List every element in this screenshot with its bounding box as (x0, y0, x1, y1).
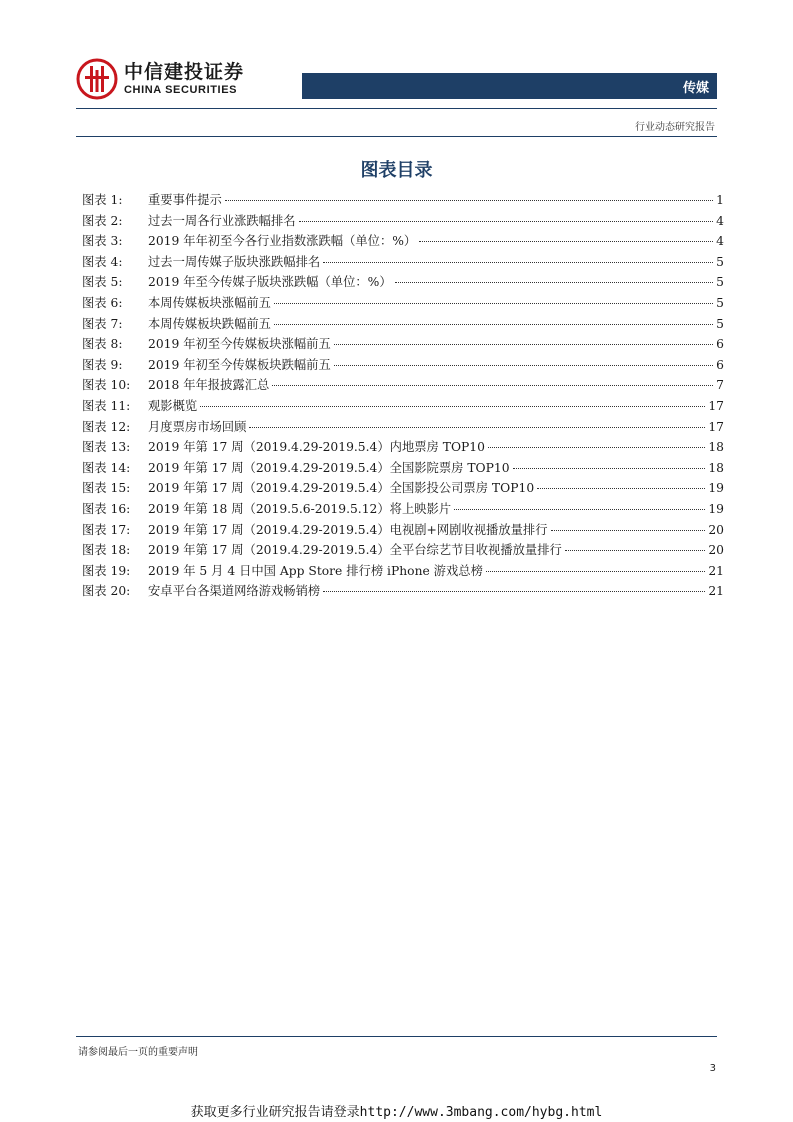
toc-entry-title: 2019 年第 17 周（2019.4.29-2019.5.4）内地票房 TOP10 (148, 440, 485, 455)
toc-entry-label: 图表 16: (82, 501, 131, 516)
logo-english-name: CHINA SECURITIES (124, 84, 238, 96)
toc-entry[interactable] (82, 520, 724, 541)
toc-entry-page: 6 (716, 357, 724, 372)
toc-dot-leader (323, 591, 705, 592)
toc-entry-page: 4 (716, 213, 724, 228)
toc-entry-title: 2019 年初至今传媒板块跌幅前五 (148, 357, 331, 372)
toc-entry[interactable] (82, 375, 724, 396)
toc-entry-page: 5 (716, 254, 724, 269)
toc-entry[interactable] (82, 190, 724, 211)
toc-entry-label: 图表 7: (82, 316, 123, 331)
toc-entry-page: 1 (716, 193, 724, 207)
toc-dot-leader (551, 530, 706, 531)
toc-entry-title: 2019 年第 17 周（2019.4.29-2019.5.4）全平台综艺节目收视播放量排行 (148, 543, 562, 558)
toc-dot-leader (486, 571, 705, 572)
toc-entry[interactable] (82, 231, 724, 252)
toc-entry-title: 2019 年第 18 周（2019.5.6-2019.5.12）将上映影片 (148, 501, 452, 516)
toc-entry-title: 2019 年至今传媒子版块涨跌幅（单位：%） (148, 275, 392, 290)
toc-entry[interactable] (82, 293, 724, 314)
toc-entry-label: 图表 6: (82, 295, 123, 310)
disclaimer-note: 请参阅最后一页的重要声明 (78, 1047, 198, 1058)
toc-entry-label: 图表 3: (82, 234, 123, 249)
toc-entry-page: 20 (708, 522, 724, 537)
toc-entry-title: 2019 年初至今传媒板块涨幅前五 (148, 337, 331, 352)
toc-dot-leader (454, 509, 705, 510)
toc-entry-label: 图表 18: (82, 543, 131, 558)
toc-entry-page: 6 (716, 337, 724, 352)
page-number: 3 (709, 1063, 716, 1074)
toc-entry[interactable] (82, 499, 724, 520)
toc-entry-page: 21 (708, 584, 724, 599)
toc-entry-label: 图表 19: (82, 563, 131, 578)
toc-entry-title: 2019 年第 17 周（2019.4.29-2019.5.4）全国影投公司票房 TOP10 (148, 481, 535, 496)
report-type: 行业动态研究报告 (635, 122, 715, 133)
toc-entry[interactable] (82, 478, 724, 499)
china-securities-logo-icon (76, 58, 118, 100)
report-type-divider (76, 136, 717, 137)
toc-entry[interactable] (82, 355, 724, 376)
toc-dot-leader (225, 200, 713, 201)
toc-entry-title: 2019 年 5 月 4 日中国 App Store 排行榜 iPhone 游戏总榜 (148, 563, 483, 578)
toc-entry-label: 图表 14: (82, 460, 131, 475)
toc-dot-leader (249, 427, 705, 428)
page-header (76, 56, 717, 104)
toc-entry[interactable] (82, 272, 724, 293)
footer-divider (76, 1036, 717, 1037)
toc-dot-leader (565, 550, 706, 551)
toc-dot-leader (513, 468, 706, 469)
toc-entry-label: 图表 1: (82, 193, 123, 207)
toc-entry-label: 图表 13: (82, 440, 131, 455)
toc-entry[interactable] (82, 417, 724, 438)
toc-entry-title: 过去一周传媒子版块涨跌幅排名 (148, 254, 321, 269)
toc-entry-label: 图表 15: (82, 481, 131, 496)
toc-entry-page: 19 (708, 501, 724, 516)
toc-entry-title: 2018 年年报披露汇总 (148, 378, 270, 393)
toc-entry-title: 本周传媒板块涨幅前五 (148, 295, 271, 310)
toc-dot-leader (200, 406, 705, 407)
toc-entry-page: 5 (716, 316, 724, 331)
toc-entry-page: 18 (708, 460, 724, 475)
toc-entry-title: 观影概览 (148, 398, 198, 413)
toc-dot-leader (299, 221, 714, 222)
toc-entry[interactable] (82, 581, 724, 602)
toc-entry[interactable] (82, 437, 724, 458)
toc-entry-page: 21 (708, 563, 724, 578)
toc-dot-leader (488, 447, 705, 448)
sector-label: 传媒 (682, 80, 709, 96)
toc-entry-label: 图表 2: (82, 213, 123, 228)
source-link[interactable]: 获取更多行业研究报告请登录http://www.3mbang.com/hybg.html (190, 1105, 603, 1120)
toc-dot-leader (274, 324, 713, 325)
sector-banner (302, 73, 717, 99)
toc-entry-title: 2019 年第 17 周（2019.4.29-2019.5.4）全国影院票房 TOP10 (148, 460, 510, 475)
toc-entry-page: 5 (716, 275, 724, 290)
toc-entry-label: 图表 17: (82, 522, 131, 537)
toc-entry-label: 图表 10: (82, 378, 131, 393)
toc-entry-page: 19 (708, 481, 724, 496)
company-logo (76, 58, 244, 100)
toc-dot-leader (323, 262, 713, 263)
toc-dot-leader (419, 241, 713, 242)
toc-entry-title: 2019 年年初至今各行业指数涨跌幅（单位：%） (148, 234, 417, 249)
toc-title: 图表目录 (360, 160, 433, 181)
toc-entry-label: 图表 5: (82, 275, 123, 290)
toc-entry[interactable] (82, 396, 724, 417)
toc-entry-label: 图表 4: (82, 254, 123, 269)
toc-entry-page: 7 (716, 378, 724, 393)
toc-entry[interactable] (82, 211, 724, 232)
toc-entry-page: 18 (708, 440, 724, 455)
toc-entry-title: 本周传媒板块跌幅前五 (148, 316, 271, 331)
toc-entry-page: 4 (716, 234, 724, 249)
logo-chinese-name: 中信建投证券 (124, 61, 245, 83)
toc-dot-leader (334, 365, 713, 366)
toc-entry-title: 2019 年第 17 周（2019.4.29-2019.5.4）电视剧+网剧收视播放量排行 (148, 522, 548, 537)
toc-entry-title: 重要事件提示 (148, 193, 222, 207)
toc-entry-label: 图表 8: (82, 337, 123, 352)
table-of-figures (82, 190, 724, 602)
toc-entry[interactable] (82, 334, 724, 355)
toc-entry[interactable] (82, 561, 724, 582)
header-divider (76, 108, 717, 109)
toc-entry[interactable] (82, 252, 724, 273)
toc-entry-page: 20 (708, 543, 724, 558)
toc-entry-title: 过去一周各行业涨跌幅排名 (148, 213, 296, 228)
toc-dot-leader (272, 385, 713, 386)
toc-entry[interactable] (82, 540, 724, 561)
toc-entry-title: 月度票房市场回顾 (148, 419, 247, 434)
toc-entry-title: 安卓平台各渠道网络游戏畅销榜 (148, 584, 321, 599)
toc-entry-label: 图表 9: (82, 357, 123, 372)
toc-dot-leader (334, 344, 713, 345)
toc-entry-label: 图表 20: (82, 584, 131, 599)
toc-entry-label: 图表 12: (82, 419, 131, 434)
toc-entry-page: 17 (708, 419, 724, 434)
toc-entry[interactable] (82, 458, 724, 479)
toc-dot-leader (274, 303, 713, 304)
toc-entry[interactable] (82, 314, 724, 335)
toc-entry-page: 5 (716, 295, 724, 310)
toc-dot-leader (537, 488, 705, 489)
toc-entry-page: 17 (708, 398, 724, 413)
toc-dot-leader (395, 282, 714, 283)
toc-entry-label: 图表 11: (82, 398, 131, 413)
